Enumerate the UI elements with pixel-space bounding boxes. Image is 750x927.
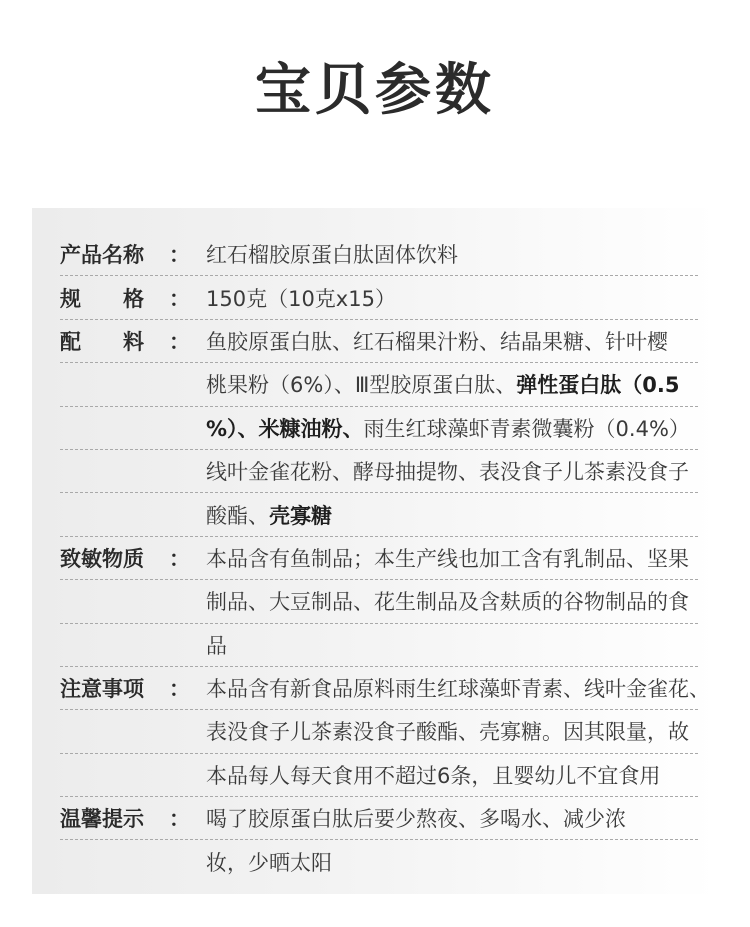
- param-value-text: 本品含有新食品原料雨生红球藻虾青素、线叶金雀花、: [206, 677, 710, 702]
- param-value: [206, 586, 689, 616]
- param-value: [206, 456, 689, 486]
- param-row: [60, 667, 710, 710]
- param-label: [60, 543, 190, 573]
- param-row: [60, 580, 698, 623]
- label-colon: ：: [169, 677, 190, 702]
- param-row: [60, 537, 698, 580]
- param-row: [60, 233, 698, 276]
- param-value: [206, 239, 458, 269]
- param-value: [206, 803, 626, 833]
- label-colon: ：: [169, 329, 190, 354]
- label-colon: ：: [169, 807, 190, 832]
- label-colon: ：: [169, 286, 190, 311]
- param-row: [60, 797, 698, 840]
- param-row: [60, 276, 698, 319]
- param-value: [206, 760, 660, 790]
- param-label: [60, 283, 190, 313]
- param-label: [60, 673, 190, 703]
- param-value: [206, 413, 690, 443]
- param-row: [60, 363, 698, 406]
- param-value-text: 鱼胶原蛋白肽、红石榴果汁粉、结晶果糖、针叶樱: [206, 329, 668, 354]
- param-label: [60, 803, 190, 833]
- param-value-text: 线叶金雀花粉、酵母抽提物、表没食子儿茶素没食子: [206, 460, 689, 485]
- param-row: [60, 710, 698, 753]
- param-value-text: 本品每人每天食用不超过6条，且婴幼儿不宜食用: [206, 763, 661, 788]
- param-row: [60, 493, 698, 536]
- param-value-text: 150克（10克x15）: [206, 286, 396, 311]
- param-label-text: 产品名称: [60, 243, 144, 268]
- param-value: [206, 283, 396, 313]
- param-value: [206, 630, 227, 660]
- param-row: [60, 840, 698, 883]
- param-label-text: 配 料: [60, 329, 144, 354]
- param-label-text: 注意事项: [60, 677, 144, 702]
- param-value: [206, 847, 332, 877]
- param-value: [206, 716, 689, 746]
- parameter-panel: [32, 208, 718, 894]
- param-value-text: 表没食子儿茶素没食子酸酯、壳寡糖。因其限量，故: [206, 720, 689, 745]
- label-colon: ：: [169, 546, 190, 571]
- param-label-text: 致敏物质: [60, 546, 144, 571]
- param-value-bold: 弹性蛋白肽（0.5: [516, 373, 680, 398]
- param-value: [206, 500, 332, 530]
- param-value-bold: 壳寡糖: [269, 503, 332, 528]
- param-value: [206, 673, 710, 703]
- param-value-text: 本品含有鱼制品；本生产线也加工含有乳制品、坚果: [206, 546, 689, 571]
- param-value-text: 红石榴胶原蛋白肽固体饮料: [206, 243, 458, 268]
- param-label: [60, 239, 190, 269]
- param-label-text: 温馨提示: [60, 807, 144, 832]
- param-row: [60, 450, 698, 493]
- param-value: [206, 369, 680, 399]
- param-row: [60, 754, 698, 797]
- param-value-text: 制品、大豆制品、花生制品及含麸质的谷物制品的食: [206, 590, 689, 615]
- param-row: [60, 407, 698, 450]
- param-label: [60, 326, 190, 356]
- param-row: [60, 320, 698, 363]
- param-value: [206, 543, 689, 573]
- param-value-text: 桃果粉（6%）、Ⅲ型胶原蛋白肽、: [206, 373, 517, 398]
- param-row: [60, 624, 698, 667]
- param-value-text: 妆，少晒太阳: [206, 851, 332, 876]
- param-value-text: 品: [206, 633, 227, 658]
- param-value-text: 酸酯、: [206, 503, 269, 528]
- param-value-text: 雨生红球藻虾青素微囊粉（0.4%）: [363, 416, 690, 441]
- param-value-text: 喝了胶原蛋白肽后要少熬夜、多喝水、减少浓: [206, 807, 626, 832]
- parameter-list: [60, 233, 710, 884]
- param-value: [206, 326, 668, 356]
- page-title: 宝贝参数: [255, 57, 495, 123]
- param-value-bold: %）、米糠油粉、: [206, 416, 364, 441]
- label-colon: ：: [169, 243, 190, 268]
- param-label-text: 规 格: [60, 286, 144, 311]
